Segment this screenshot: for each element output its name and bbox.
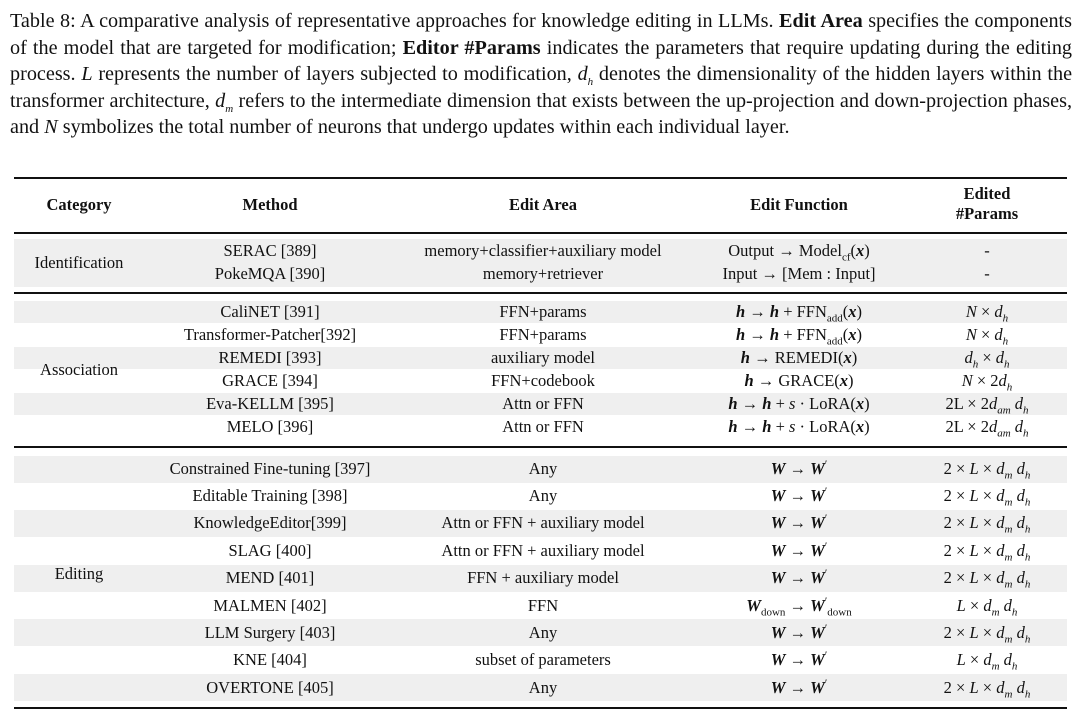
- edit-area-cell: Any: [528, 486, 558, 505]
- edit-function-cell: $W_{down} \to W'_{down}$: [746, 595, 852, 619]
- caption-label: Table 8:: [10, 10, 76, 32]
- caption-text-7: symbolizes the total number of neurons that undergo updates within each individual layer.: [62, 116, 790, 138]
- edited-params-cell: $N \times 2d_h$: [961, 371, 1013, 394]
- edit-area-cell: auxiliary model: [490, 348, 595, 367]
- edit-function-cell: $h \to h + FFN_{add}(x)$: [735, 325, 863, 348]
- edited-params-cell: $N \times d_h$: [965, 325, 1009, 348]
- edit-area-cell: Attn or FFN: [502, 417, 584, 436]
- caption-text-4: represents the number of layers subjected to modification,: [98, 63, 572, 85]
- method-cell: MALMEN [402]: [213, 596, 327, 615]
- edit-function-cell: W → W′: [770, 567, 828, 587]
- edit-function-cell: h → h + s · LoRA(x): [728, 394, 870, 413]
- method-cell: SLAG [400]: [228, 541, 312, 560]
- caption-text-1: A comparative analysis of representative approaches for knowledge editing in LLMs.: [80, 10, 774, 32]
- header-edit-function: Edit Function: [750, 195, 848, 214]
- bottom-rule: [14, 707, 1067, 709]
- edit-function-cell: W → W′: [770, 512, 828, 532]
- edited-params-cell: $2 \times L \times d_m$ $d_h$: [943, 678, 1031, 701]
- caption-bold-editor-params: Editor #Params: [402, 36, 541, 59]
- caption-symbol-dh: $d_h$: [577, 63, 594, 89]
- edit-function-cell: Input → [Mem : Input]: [722, 264, 876, 283]
- method-cell: MELO [396]: [226, 417, 314, 436]
- edit-area-cell: Any: [528, 459, 558, 478]
- method-cell: PokeMQA [390]: [214, 264, 326, 283]
- method-cell: MEND [401]: [225, 568, 315, 587]
- caption-text-6: refers to the intermediate dimension that exists between the up-projection and down-projection phases, and: [10, 89, 1073, 138]
- caption-text-2: specifies the components of the model that are targeted for modification;: [10, 10, 1073, 59]
- caption-text-3: indicates the parameters that require updating during the editing process.: [10, 36, 1073, 85]
- edit-area-cell: Attn or FFN: [502, 394, 584, 413]
- header-rule: [14, 232, 1067, 234]
- association-rule: [14, 446, 1067, 448]
- edit-function-cell: W → W′: [770, 649, 828, 669]
- edited-params-cell: $L \times d_m$ $d_h$: [956, 596, 1018, 619]
- header-edited-params-1: Edited: [963, 184, 1011, 203]
- method-cell: KnowledgeEditor[399]: [193, 513, 347, 532]
- caption-text-5: denotes the dimensionality of the hidden layers within the transformer architecture,: [10, 63, 1073, 112]
- edit-function-cell: W → W′: [770, 677, 828, 697]
- method-cell: CaliNET [391]: [220, 302, 320, 321]
- edited-params-cell: $2 \times L \times d_m$ $d_h$: [943, 541, 1031, 564]
- caption-bold-edit-area: Edit Area: [779, 10, 863, 32]
- category-identification: Identification: [34, 253, 124, 272]
- edited-params-cell: $2 \times L \times d_m$ $d_h$: [943, 486, 1031, 509]
- edit-area-cell: FFN + auxiliary model: [467, 568, 619, 587]
- method-cell: Constrained Fine-tuning [397]: [169, 459, 371, 478]
- edit-area-cell: FFN+params: [499, 302, 587, 321]
- edited-params-cell: $2 \times L \times d_m$ $d_h$: [943, 459, 1031, 482]
- header-edited-params-2: #Params: [955, 204, 1019, 223]
- edited-params-cell: $2 \times L \times d_m$ $d_h$: [943, 513, 1031, 536]
- edit-area-cell: Attn or FFN + auxiliary model: [441, 513, 645, 532]
- edit-function-cell: W → W′: [770, 622, 828, 642]
- method-cell: Eva-KELLM [395]: [206, 394, 334, 413]
- method-cell: GRACE [394]: [222, 371, 318, 390]
- header-category: Category: [46, 195, 112, 214]
- edited-params-cell: -: [984, 264, 990, 283]
- header-method: Method: [242, 195, 298, 214]
- edited-params-cell: $2L \times 2d_{am}$ $d_h$: [945, 417, 1029, 440]
- top-rule: [14, 177, 1067, 179]
- edited-params-cell: -: [984, 241, 990, 260]
- edit-area-cell: Attn or FFN + auxiliary model: [441, 541, 645, 560]
- edit-area-cell: memory+classifier+auxiliary model: [424, 241, 662, 260]
- method-cell: SERAC [389]: [223, 241, 317, 260]
- method-cell: Transformer-Patcher[392]: [183, 325, 357, 344]
- method-cell: REMEDI [393]: [218, 348, 322, 367]
- edit-function-cell: W → W′: [770, 540, 828, 560]
- edit-function-cell: h → REMEDI(x): [740, 348, 858, 367]
- caption-symbol-dm: $d_m$: [215, 89, 234, 115]
- method-cell: LLM Surgery [403]: [204, 623, 336, 642]
- edit-area-cell: Any: [528, 678, 558, 697]
- edit-function-cell: Output → Model$_{cf}$(x): [728, 241, 870, 264]
- header-edit-area: Edit Area: [509, 195, 577, 214]
- caption-symbol-N: N: [44, 116, 58, 138]
- edit-function-cell: $h \to h + FFN_{add}(x)$: [735, 302, 863, 325]
- edit-function-cell: W → W′: [770, 485, 828, 505]
- edit-area-cell: FFN+params: [499, 325, 587, 344]
- category-association: Association: [40, 360, 118, 379]
- edited-params-cell: $d_h \times d_h$: [964, 348, 1010, 371]
- edit-area-cell: memory+retriever: [482, 264, 604, 283]
- edit-area-cell: FFN+codebook: [491, 371, 595, 390]
- table-caption: [10, 8, 1072, 141]
- method-cell: OVERTONE [405]: [206, 678, 334, 697]
- edited-params-cell: $L \times d_m$ $d_h$: [956, 650, 1018, 673]
- caption-symbol-L: L: [81, 63, 93, 85]
- edit-function-cell: W → W′: [770, 458, 828, 478]
- edit-function-cell: h → h + s · LoRA(x): [728, 417, 870, 436]
- edit-function-cell: h → GRACE(x): [744, 371, 854, 390]
- method-cell: Editable Training [398]: [192, 486, 348, 505]
- edited-params-cell: $N \times d_h$: [965, 302, 1009, 325]
- method-cell: KNE [404]: [233, 650, 307, 669]
- edited-params-cell: $2L \times 2d_{am}$ $d_h$: [945, 394, 1029, 417]
- category-editing: Editing: [54, 564, 104, 583]
- edit-area-cell: FFN: [527, 596, 559, 615]
- edit-area-cell: subset of parameters: [475, 650, 611, 669]
- edited-params-cell: $2 \times L \times d_m$ $d_h$: [943, 623, 1031, 646]
- edit-area-cell: Any: [528, 623, 558, 642]
- identification-rule: [14, 292, 1067, 294]
- edited-params-cell: $2 \times L \times d_m$ $d_h$: [943, 568, 1031, 591]
